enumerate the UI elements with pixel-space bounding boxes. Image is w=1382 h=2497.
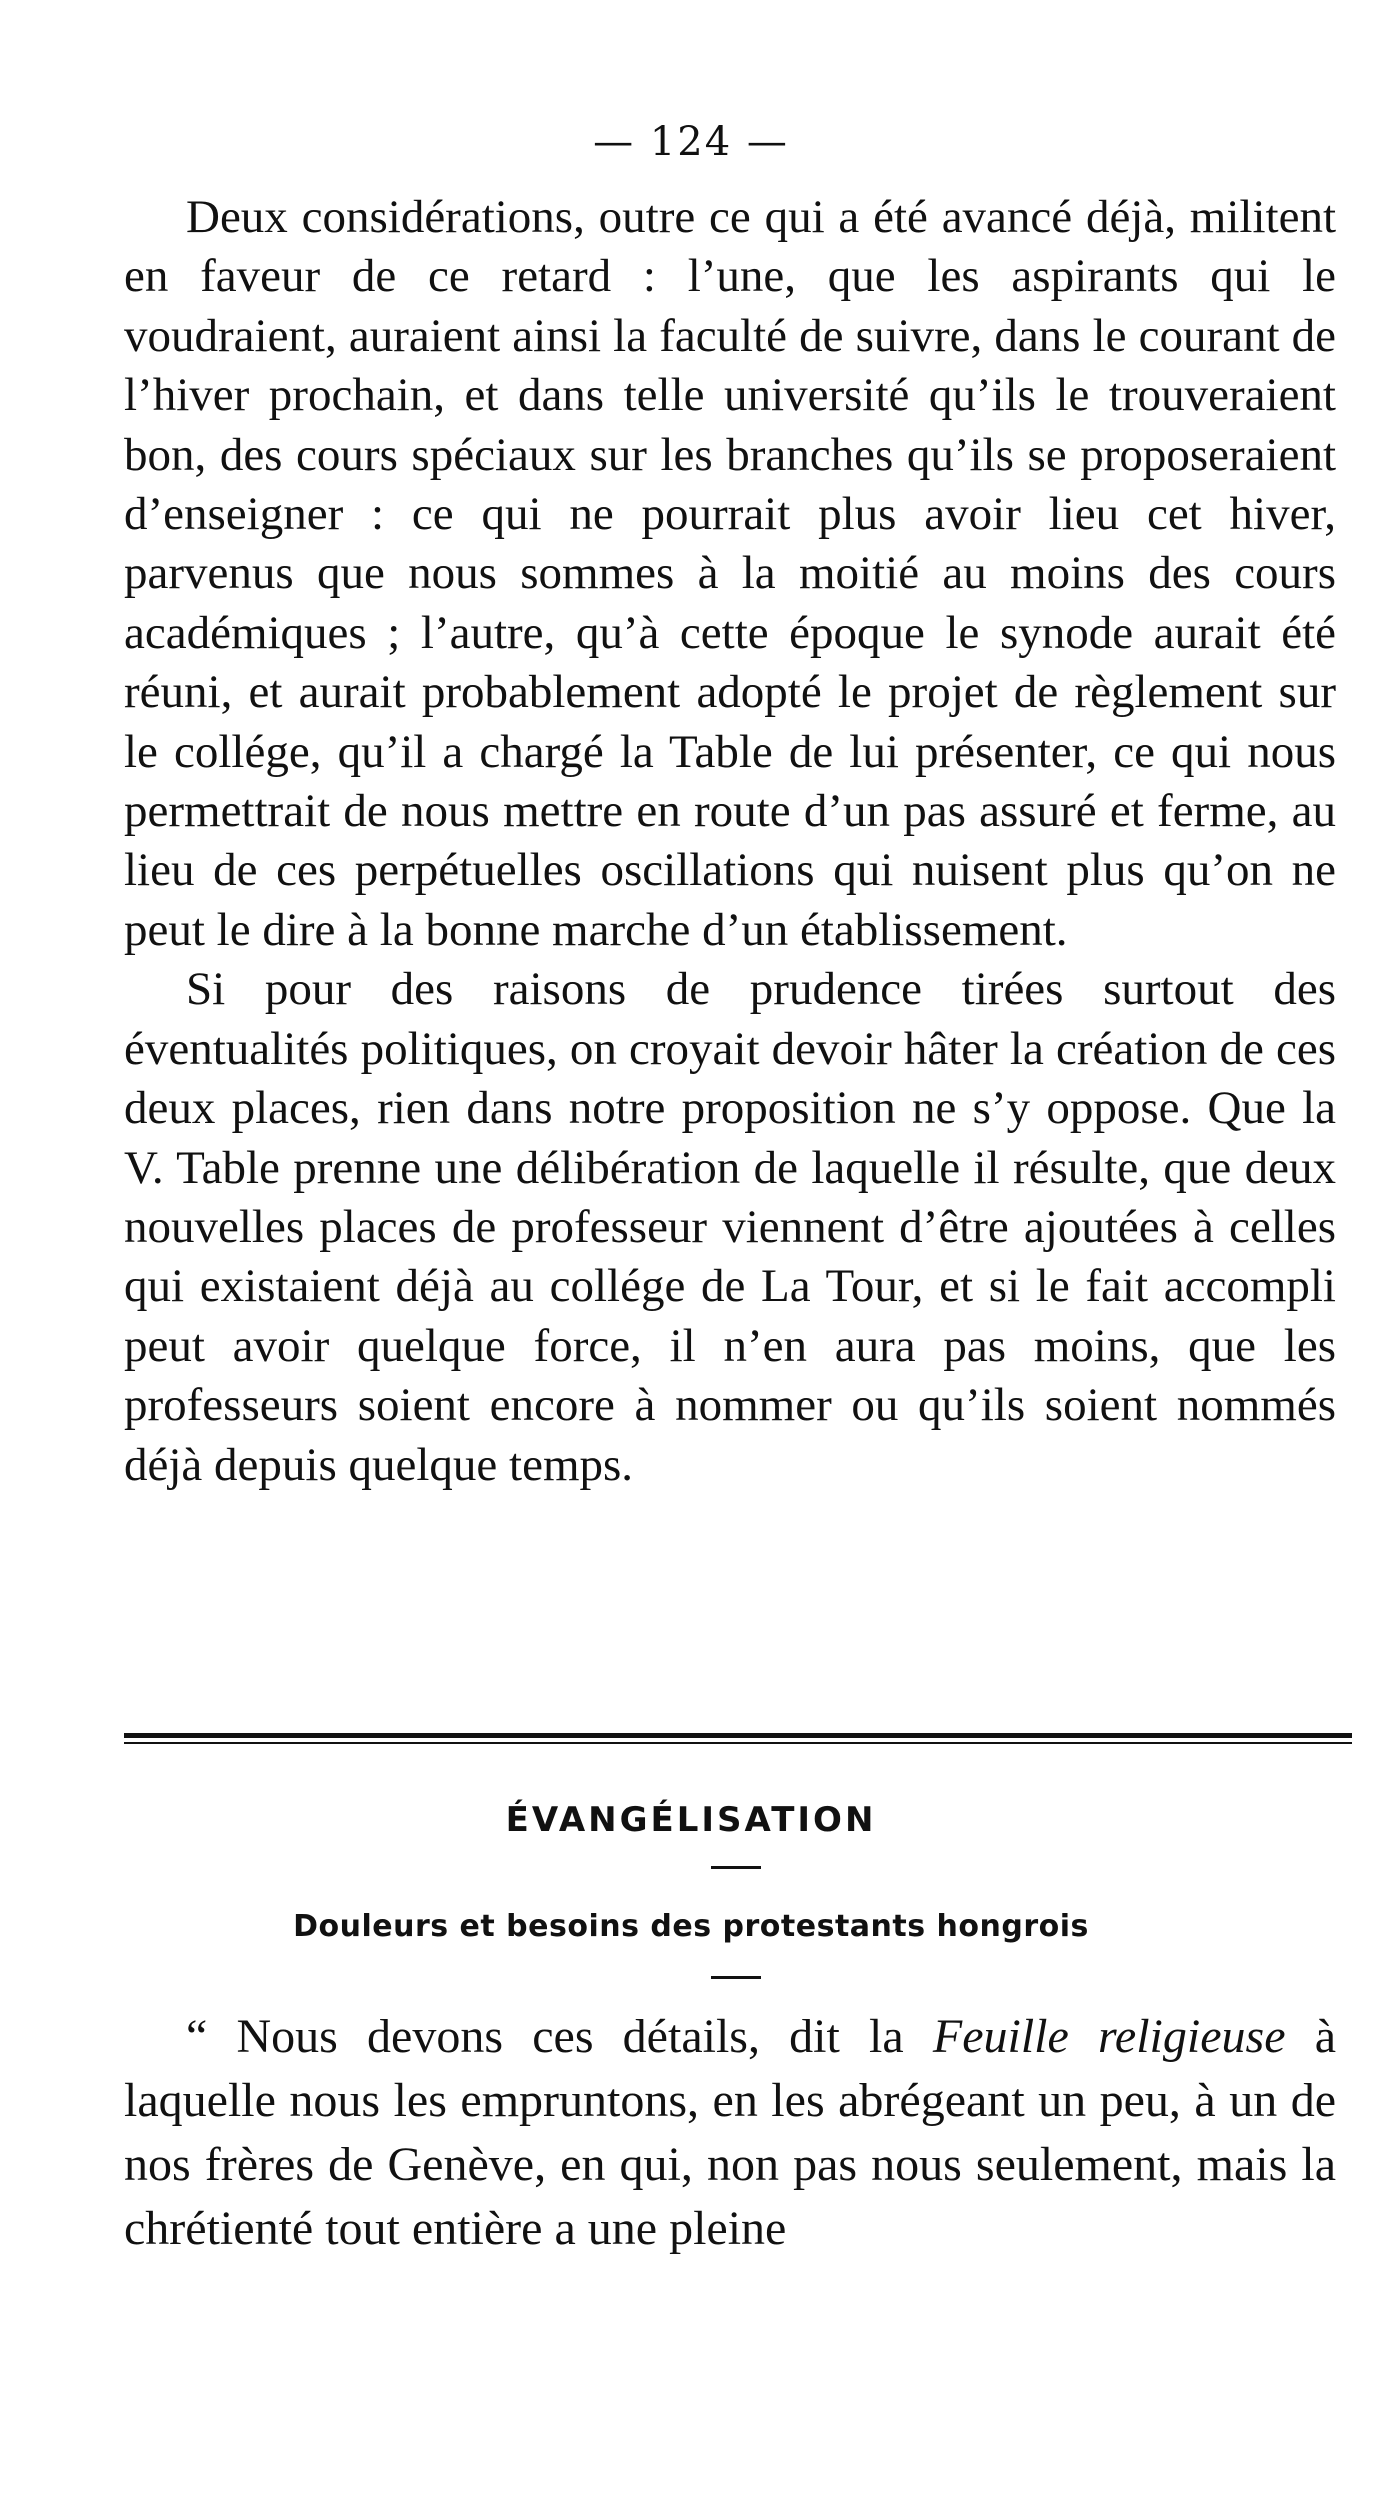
- body-text-bottom: [124, 2005, 1336, 2261]
- journal-title: Feuille religieuse: [932, 2010, 1286, 2063]
- body-text-top: [124, 188, 1336, 1495]
- paragraph-prudence: Si pour des raisons de prudence tirées surtout des éventualités politiques, on croyait devoir hâter la création de ces deux places, rien dans notre proposition ne s’y oppose. Que la V. Table prenne une délibération de laquelle il résulte, que deux nouvelles places de professeur viennent d’être ajoutées à celles qui existaient déjà au collége de La Tour, et si le fait accompli peut avoir quelque force, il n’en aura pas moins, que les professeurs soient encore à nommer ou qu’ils soient nommés déjà depuis quelque temps.: [124, 963, 1336, 1491]
- paragraph-3-end: à laquelle nous les empruntons, en les abrégeant un peu, à un de nos frères de Genève, en qui, non pas nous seulement, mais la chrétienté tout entière a une pleine: [124, 2010, 1337, 2255]
- short-rule-bottom: [711, 1976, 761, 1979]
- section-title: ÉVANGÉLISATION: [505, 1800, 877, 1840]
- paragraph-evangelisation: [124, 2005, 1336, 2261]
- paragraph-considerations: Deux considérations, outre ce qui a été avancé déjà, militent en faveur de ce retard : l’une, que les aspirants qui le voudraient, auraient ainsi la faculté de suivre, dans le courant de l’hiver prochain, et dans telle université qu’ils le trouveraient bon, des cours spéciaux sur les branches qu’ils se proposeraient d’enseigner : ce qui ne pourrait plus avoir lieu cet hiver, parvenus que nous sommes à la moitié au moins des cours académiques ; l’autre, qu’à cette époque le synode aurait été réuni, et aurait probablement adopté le projet de règlement sur le collége, qu’il a chargé la Table de lui présenter, ce qui nous permettrait de nous mettre en route d’un pas assuré et ferme, au lieu de ces perpétuelles oscillations qui nuisent plus qu’on ne peut le dire à la bonne marche d’un établissement.: [124, 191, 1336, 956]
- page-number: — 124 —: [593, 119, 789, 165]
- divider-thin-line: [124, 1742, 1352, 1744]
- paragraph-3-start: “ Nous devons ces détails, dit la: [186, 2010, 933, 2063]
- divider-thick-line: [124, 1733, 1352, 1738]
- subsection-title: Douleurs et besoins des protestants hongrois: [293, 1909, 1089, 1944]
- section-divider: [124, 1733, 1352, 1745]
- short-rule-top: [711, 1866, 761, 1869]
